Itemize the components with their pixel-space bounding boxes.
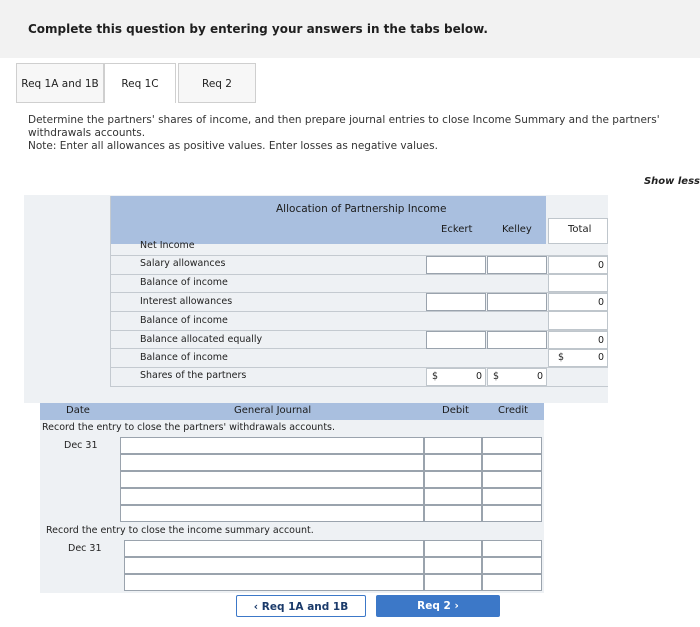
total-balance-cell xyxy=(548,274,608,292)
question-description: Determine the partners' shares of income, and then prepare journal entries to close Income Summary and the partners' withdrawals accounts. xyxy=(28,114,660,139)
eckert-shares-value: 0 xyxy=(476,371,483,382)
journal-debit-input[interactable] xyxy=(424,488,482,505)
journal-credit-input[interactable] xyxy=(482,557,542,574)
journal-debit-input[interactable] xyxy=(424,540,482,557)
kelley-salary-input[interactable] xyxy=(487,256,547,274)
journal-col-general: General Journal xyxy=(234,405,312,416)
tab-label: Req 1C xyxy=(121,78,159,90)
prev-tab-button[interactable] xyxy=(236,595,366,617)
journal-section-title: Record the entry to close the income summary account. xyxy=(46,525,314,536)
tab-label: Req 2 xyxy=(202,78,232,90)
row-label: Shares of the partners xyxy=(140,370,247,381)
journal-debit-input[interactable] xyxy=(424,574,482,591)
kelley-interest-input[interactable] xyxy=(487,293,547,311)
journal-debit-input[interactable] xyxy=(424,437,482,454)
row-label: Interest allowances xyxy=(140,296,233,307)
col-total-label: Total xyxy=(568,224,592,235)
journal-debit-input[interactable] xyxy=(424,505,482,522)
total-interest-value: 0 xyxy=(598,297,605,308)
tab-label: Req 1A and 1B xyxy=(21,78,99,90)
kelley-shares-value: 0 xyxy=(537,371,544,382)
journal-debit-input[interactable] xyxy=(424,557,482,574)
journal-account-input[interactable] xyxy=(120,471,424,488)
total-balance-cell-2 xyxy=(548,311,608,330)
journal-account-input[interactable] xyxy=(120,488,424,505)
journal-account-input[interactable] xyxy=(120,454,424,471)
currency-sign: $ xyxy=(558,352,565,363)
journal-credit-input[interactable] xyxy=(482,540,542,557)
tab-req-1c[interactable] xyxy=(104,63,176,103)
tab-req-1a-1b[interactable] xyxy=(16,63,104,103)
eckert-salary-input[interactable] xyxy=(426,256,486,274)
journal-col-date: Date xyxy=(66,405,90,416)
chevron-left-icon: ‹ xyxy=(253,601,259,613)
row-label: Balance of income xyxy=(140,352,228,363)
journal-account-input[interactable] xyxy=(124,557,424,574)
journal-debit-input[interactable] xyxy=(424,454,482,471)
kelley-equal-input[interactable] xyxy=(487,331,547,349)
col-eckert: Eckert xyxy=(441,224,473,235)
currency-sign: $ xyxy=(432,371,439,382)
tab-req-2[interactable] xyxy=(178,63,256,103)
total-salary-value: 0 xyxy=(598,260,605,271)
journal-col-debit: Debit xyxy=(442,405,469,416)
journal-section-title: Record the entry to close the partners' withdrawals accounts. xyxy=(42,422,336,433)
journal-credit-input[interactable] xyxy=(482,454,542,471)
row-label: Balance allocated equally xyxy=(140,334,263,345)
total-balance-value: 0 xyxy=(598,352,605,363)
journal-account-input[interactable] xyxy=(124,574,424,591)
journal-credit-input[interactable] xyxy=(482,505,542,522)
row-label: Balance of income xyxy=(140,315,228,326)
prev-tab-label: Req 1A and 1B xyxy=(261,601,349,613)
show-less-link[interactable]: Show less xyxy=(643,176,700,187)
journal-account-input[interactable] xyxy=(120,437,424,454)
journal-date: Dec 31 xyxy=(64,440,98,451)
journal-debit-input[interactable] xyxy=(424,471,482,488)
chevron-right-icon: › xyxy=(454,600,459,612)
journal-account-input[interactable] xyxy=(124,540,424,557)
row-label: Net Income xyxy=(140,240,195,251)
journal-credit-input[interactable] xyxy=(482,488,542,505)
journal-credit-input[interactable] xyxy=(482,574,542,591)
eckert-equal-input[interactable] xyxy=(426,331,486,349)
row-label: Balance of income xyxy=(140,277,228,288)
currency-sign: $ xyxy=(493,371,500,382)
total-equal-value: 0 xyxy=(598,335,605,346)
row-label: Salary allowances xyxy=(140,258,226,269)
next-tab-button[interactable] xyxy=(376,595,500,617)
instruction-text: Complete this question by entering your answers in the tabs below. xyxy=(28,22,488,36)
journal-credit-input[interactable] xyxy=(482,471,542,488)
next-tab-label: Req 2 xyxy=(417,600,451,612)
journal-credit-input[interactable] xyxy=(482,437,542,454)
question-note: Note: Enter all allowances as positive values. Enter losses as negative values. xyxy=(28,140,438,152)
journal-account-input[interactable] xyxy=(120,505,424,522)
journal-date: Dec 31 xyxy=(68,543,102,554)
journal-col-credit: Credit xyxy=(498,405,529,416)
col-kelley: Kelley xyxy=(502,224,532,235)
allocation-title: Allocation of Partnership Income xyxy=(276,203,447,215)
eckert-interest-input[interactable] xyxy=(426,293,486,311)
